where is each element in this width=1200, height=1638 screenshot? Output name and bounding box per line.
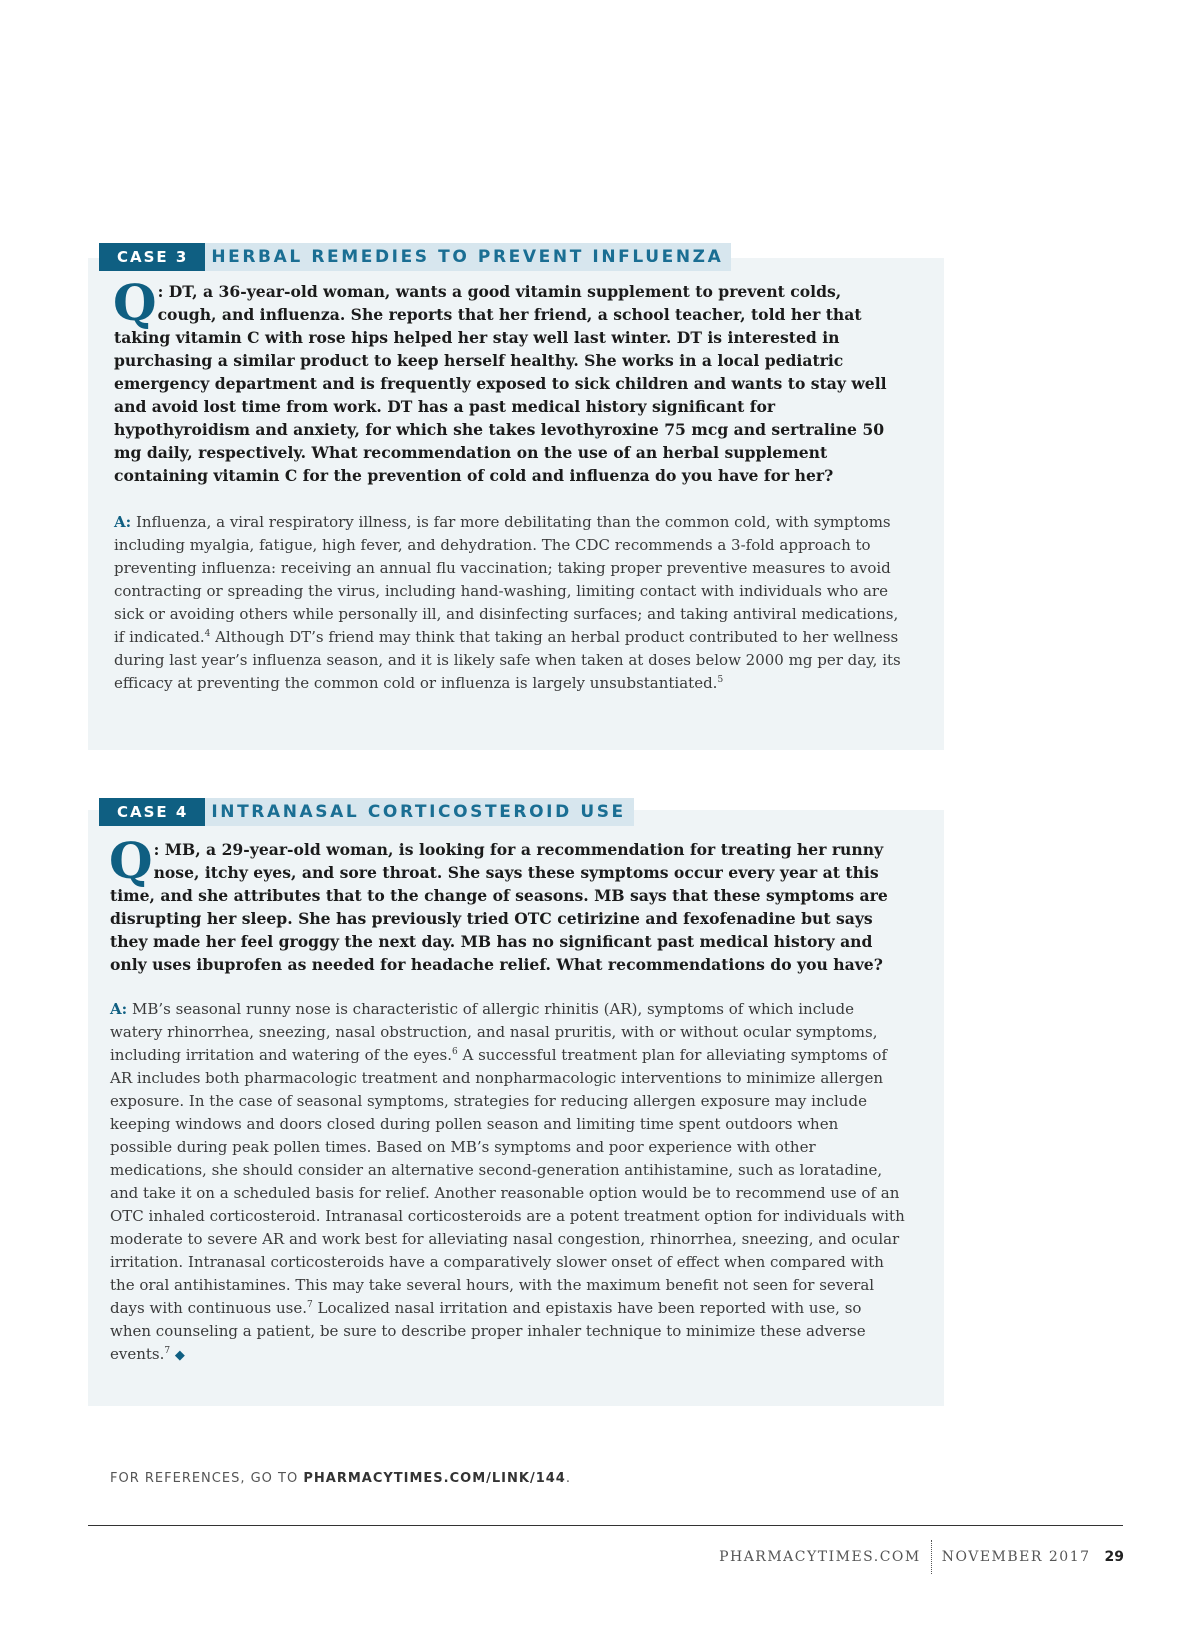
case3-answer <box>114 511 904 695</box>
case4-header <box>99 798 634 826</box>
references-note <box>110 1471 571 1486</box>
case4-question <box>109 831 905 976</box>
footer-divider <box>88 1525 1123 1526</box>
case3-title: HERBAL REMEDIES TO PREVENT INFLUENZA <box>205 243 731 271</box>
case3-ref-5: 5 <box>717 675 724 685</box>
page-footer <box>719 1540 1124 1574</box>
case3-header <box>99 243 731 271</box>
case4-ref-6: 6 <box>451 1047 458 1057</box>
case3-label: CASE 3 <box>99 243 205 271</box>
footer-site: PHARMACYTIMES.COM <box>719 1549 921 1565</box>
references-link[interactable]: PHARMACYTIMES.COM/LINK/144 <box>303 1471 566 1486</box>
case3-question <box>113 273 904 487</box>
case3-answer-text-2: Although DT’s friend may think that taking an herbal product contributed to her wellness during last year’s influenza season, and it is likely safe when taken at doses below 2000 mg per day, its efficacy at preventing the common cold or influenza is largely unsubstantiated. <box>114 628 901 692</box>
case4-answer <box>110 998 905 1367</box>
references-suffix: . <box>565 1471 571 1486</box>
page-number: 29 <box>1104 1549 1124 1565</box>
case4-answer-text-1: MB’s seasonal runny nose is characteristic of allergic rhinitis (AR), symptoms of which include watery rhinorrhea, sneezing, nasal obstruction, and nasal pruritis, with or without ocular symptoms, including irritation and watering of the eyes. <box>110 1000 878 1064</box>
case4-title: INTRANASAL CORTICOSTEROID USE <box>205 798 633 826</box>
case3-answer-text-1: Influenza, a viral respiratory illness, is far more debilitating than the common cold, with symptoms including myalgia, fatigue, high fever, and dehydration. The CDC recommends a 3-fold approach to preventing influenza: receiving an annual flu vaccination; taking proper preventive measures to avoid contracting or spreading the virus, including hand-washing, limiting contact with individuals who are sick or avoiding others while personally ill, and disinfecting surfaces; and taking antiviral medications, if indicated. <box>114 513 899 646</box>
end-diamond-icon: ◆ <box>174 1348 185 1363</box>
references-prefix: FOR REFERENCES, GO TO <box>110 1471 304 1486</box>
case4-ref-7b: 7 <box>164 1346 171 1356</box>
case3-question-text: : DT, a 36-year-old woman, wants a good vitamin supplement to prevent colds, cough, and influenza. She reports that her friend, a school teacher, told her that taking vitamin C with rose hips helped her stay well last winter. DT is interested in purchasing a similar product to keep herself healthy. She works in a local pediatric emergency department and is frequently exposed to sick children and wants to stay well and avoid lost time from work. DT has a past medical history significant for hypothyroidism and anxiety, for which she takes levothyroxine 75 mcg and sertraline 50 mg daily, respectively. What recommendation on the use of an herbal supplement containing vitamin C for the prevention of cold and influenza do you have for her? <box>114 282 887 485</box>
case3-ref-4: 4 <box>204 629 211 639</box>
case3-q-letter: Q <box>113 273 157 332</box>
case4-answer-text-3: Localized nasal irritation and epistaxis have been reported with use, so when counseling a patient, be sure to describe proper inhaler technique to minimize these adverse events. <box>110 1299 866 1363</box>
case4-q-letter: Q <box>109 831 153 890</box>
case4-question-text: : MB, a 29-year-old woman, is looking for a recommendation for treating her runny nose, itchy eyes, and sore throat. She says these symptoms occur every year at this time, and she attributes that to the change of seasons. MB says that these symptoms are disrupting her sleep. She has previously tried OTC cetirizine and fexofenadine but says they made her feel groggy the next day. MB has no significant past medical history and only uses ibuprofen as needed for headache relief. What recommendations do you have? <box>110 840 888 974</box>
case4-answer-text-2: A successful treatment plan for alleviating symptoms of AR includes both pharmacologic treatment and nonpharmacologic interventions to minimize allergen exposure. In the case of seasonal symptoms, strategies for reducing allergen exposure may include keeping windows and doors closed during pollen season and limiting time spent outdoors when possible during peak pollen times. Based on MB’s symptoms and poor experience with other medications, she should consider an alternative second-generation antihistamine, such as loratadine, and take it on a scheduled basis for relief. Another reasonable option would be to recommend use of an OTC inhaled corticosteroid. Intranasal corticosteroids are a potent treatment option for individuals with moderate to severe AR and work best for alleviating nasal congestion, rhinorrhea, sneezing, and ocular irritation. Intranasal corticosteroids have a comparatively slower onset of effect when compared with the oral antihistamines. This may take several hours, with the maximum benefit not seen for several days with continuous use. <box>110 1046 905 1317</box>
case3-a-label: A: <box>114 513 132 531</box>
case4-a-label: A: <box>110 1000 128 1018</box>
case4-label: CASE 4 <box>99 798 205 826</box>
footer-separator <box>931 1540 932 1574</box>
case4-ref-7a: 7 <box>306 1300 313 1310</box>
footer-issue: NOVEMBER 2017 <box>941 1549 1091 1565</box>
